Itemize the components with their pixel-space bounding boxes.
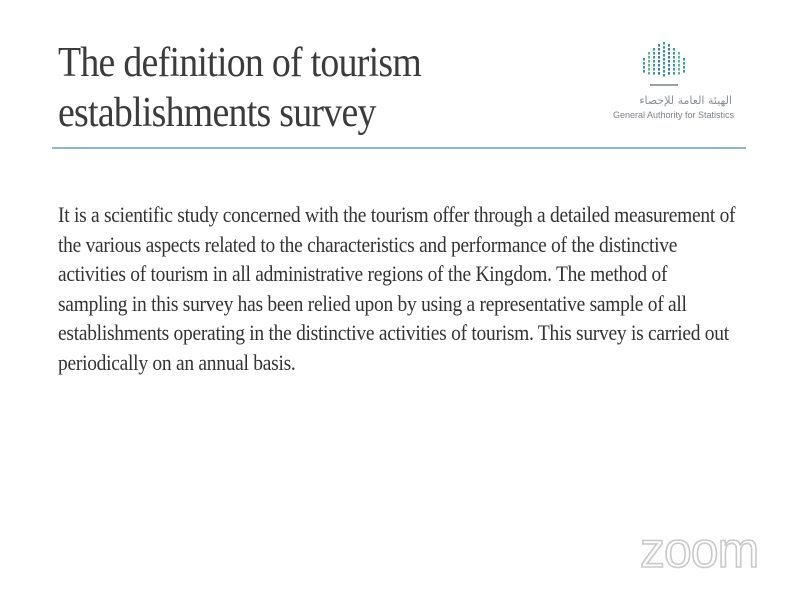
logo-dot <box>663 42 665 45</box>
logo-dot <box>668 52 670 55</box>
logo-dot <box>668 48 670 51</box>
logo-dot <box>678 68 680 71</box>
slide-title: The definition of tourism establishments survey <box>58 40 422 136</box>
logo-dot <box>678 60 680 63</box>
logo-base-line <box>650 84 678 86</box>
logo-dot <box>673 68 675 71</box>
logo-dot <box>643 66 645 69</box>
logo-dot <box>663 54 665 57</box>
logo-dot <box>648 56 650 59</box>
title-divider <box>52 147 746 149</box>
logo-dot <box>658 72 660 75</box>
gastat-logo-icon <box>640 40 688 90</box>
logo-dot <box>683 62 685 65</box>
logo-dot <box>678 52 680 55</box>
logo-dot <box>658 52 660 55</box>
logo-dot <box>668 44 670 47</box>
logo-dot <box>648 72 650 75</box>
logo-dot <box>643 62 645 65</box>
logo-dot <box>663 58 665 61</box>
logo-dot <box>653 48 655 51</box>
logo-dot <box>648 64 650 67</box>
logo-dot <box>663 66 665 69</box>
logo-dot <box>648 60 650 63</box>
logo-dot <box>673 60 675 63</box>
logo-dot <box>673 64 675 67</box>
logo-dot <box>658 44 660 47</box>
logo-dot <box>663 50 665 53</box>
logo-dot <box>663 46 665 49</box>
logo-dot <box>653 60 655 63</box>
logo-dot <box>643 58 645 61</box>
logo-dot <box>643 70 645 73</box>
logo-english-name: General Authority for Statistics <box>612 110 734 120</box>
logo-dot <box>673 52 675 55</box>
logo-dot <box>658 68 660 71</box>
logo-dot <box>658 60 660 63</box>
definition-paragraph: It is a scientific study concerned with the tourism offer through a detailed measurement of the various aspects related to the characteristics and performance of the distinctive activities of tourism in all administrative regions of the Kingdom. The method of sampling in this survey has been relied upon by using a representative sample of all establishments operating in the distinctive activities of tourism. This survey is carried out periodically on an annual basis. <box>58 202 736 375</box>
logo-dot <box>683 58 685 61</box>
logo-dot <box>668 56 670 59</box>
logo-dot <box>653 52 655 55</box>
logo-dot <box>668 72 670 75</box>
logo-dot <box>678 72 680 75</box>
logo-dot <box>663 70 665 73</box>
logo-dot <box>663 74 665 77</box>
logo-dot <box>658 56 660 59</box>
logo-dot <box>678 56 680 59</box>
logo-dot <box>648 68 650 71</box>
logo-dot <box>648 52 650 55</box>
logo-dot <box>683 66 685 69</box>
logo-dot <box>653 68 655 71</box>
logo-dot <box>668 68 670 71</box>
zoom-watermark: zoom <box>640 522 759 578</box>
logo-dot <box>673 56 675 59</box>
logo-dot <box>668 60 670 63</box>
gastat-logo <box>596 40 736 124</box>
logo-dot <box>653 56 655 59</box>
logo-dot <box>673 72 675 75</box>
logo-dot <box>673 48 675 51</box>
logo-dot <box>668 64 670 67</box>
logo-dot <box>653 72 655 75</box>
logo-dot <box>683 70 685 73</box>
logo-dot <box>658 64 660 67</box>
logo-dot <box>663 62 665 65</box>
logo-dot <box>653 64 655 67</box>
logo-arabic-name: الهيئة العامة للإحصاء <box>639 94 732 107</box>
logo-dot <box>658 48 660 51</box>
logo-dot <box>678 64 680 67</box>
